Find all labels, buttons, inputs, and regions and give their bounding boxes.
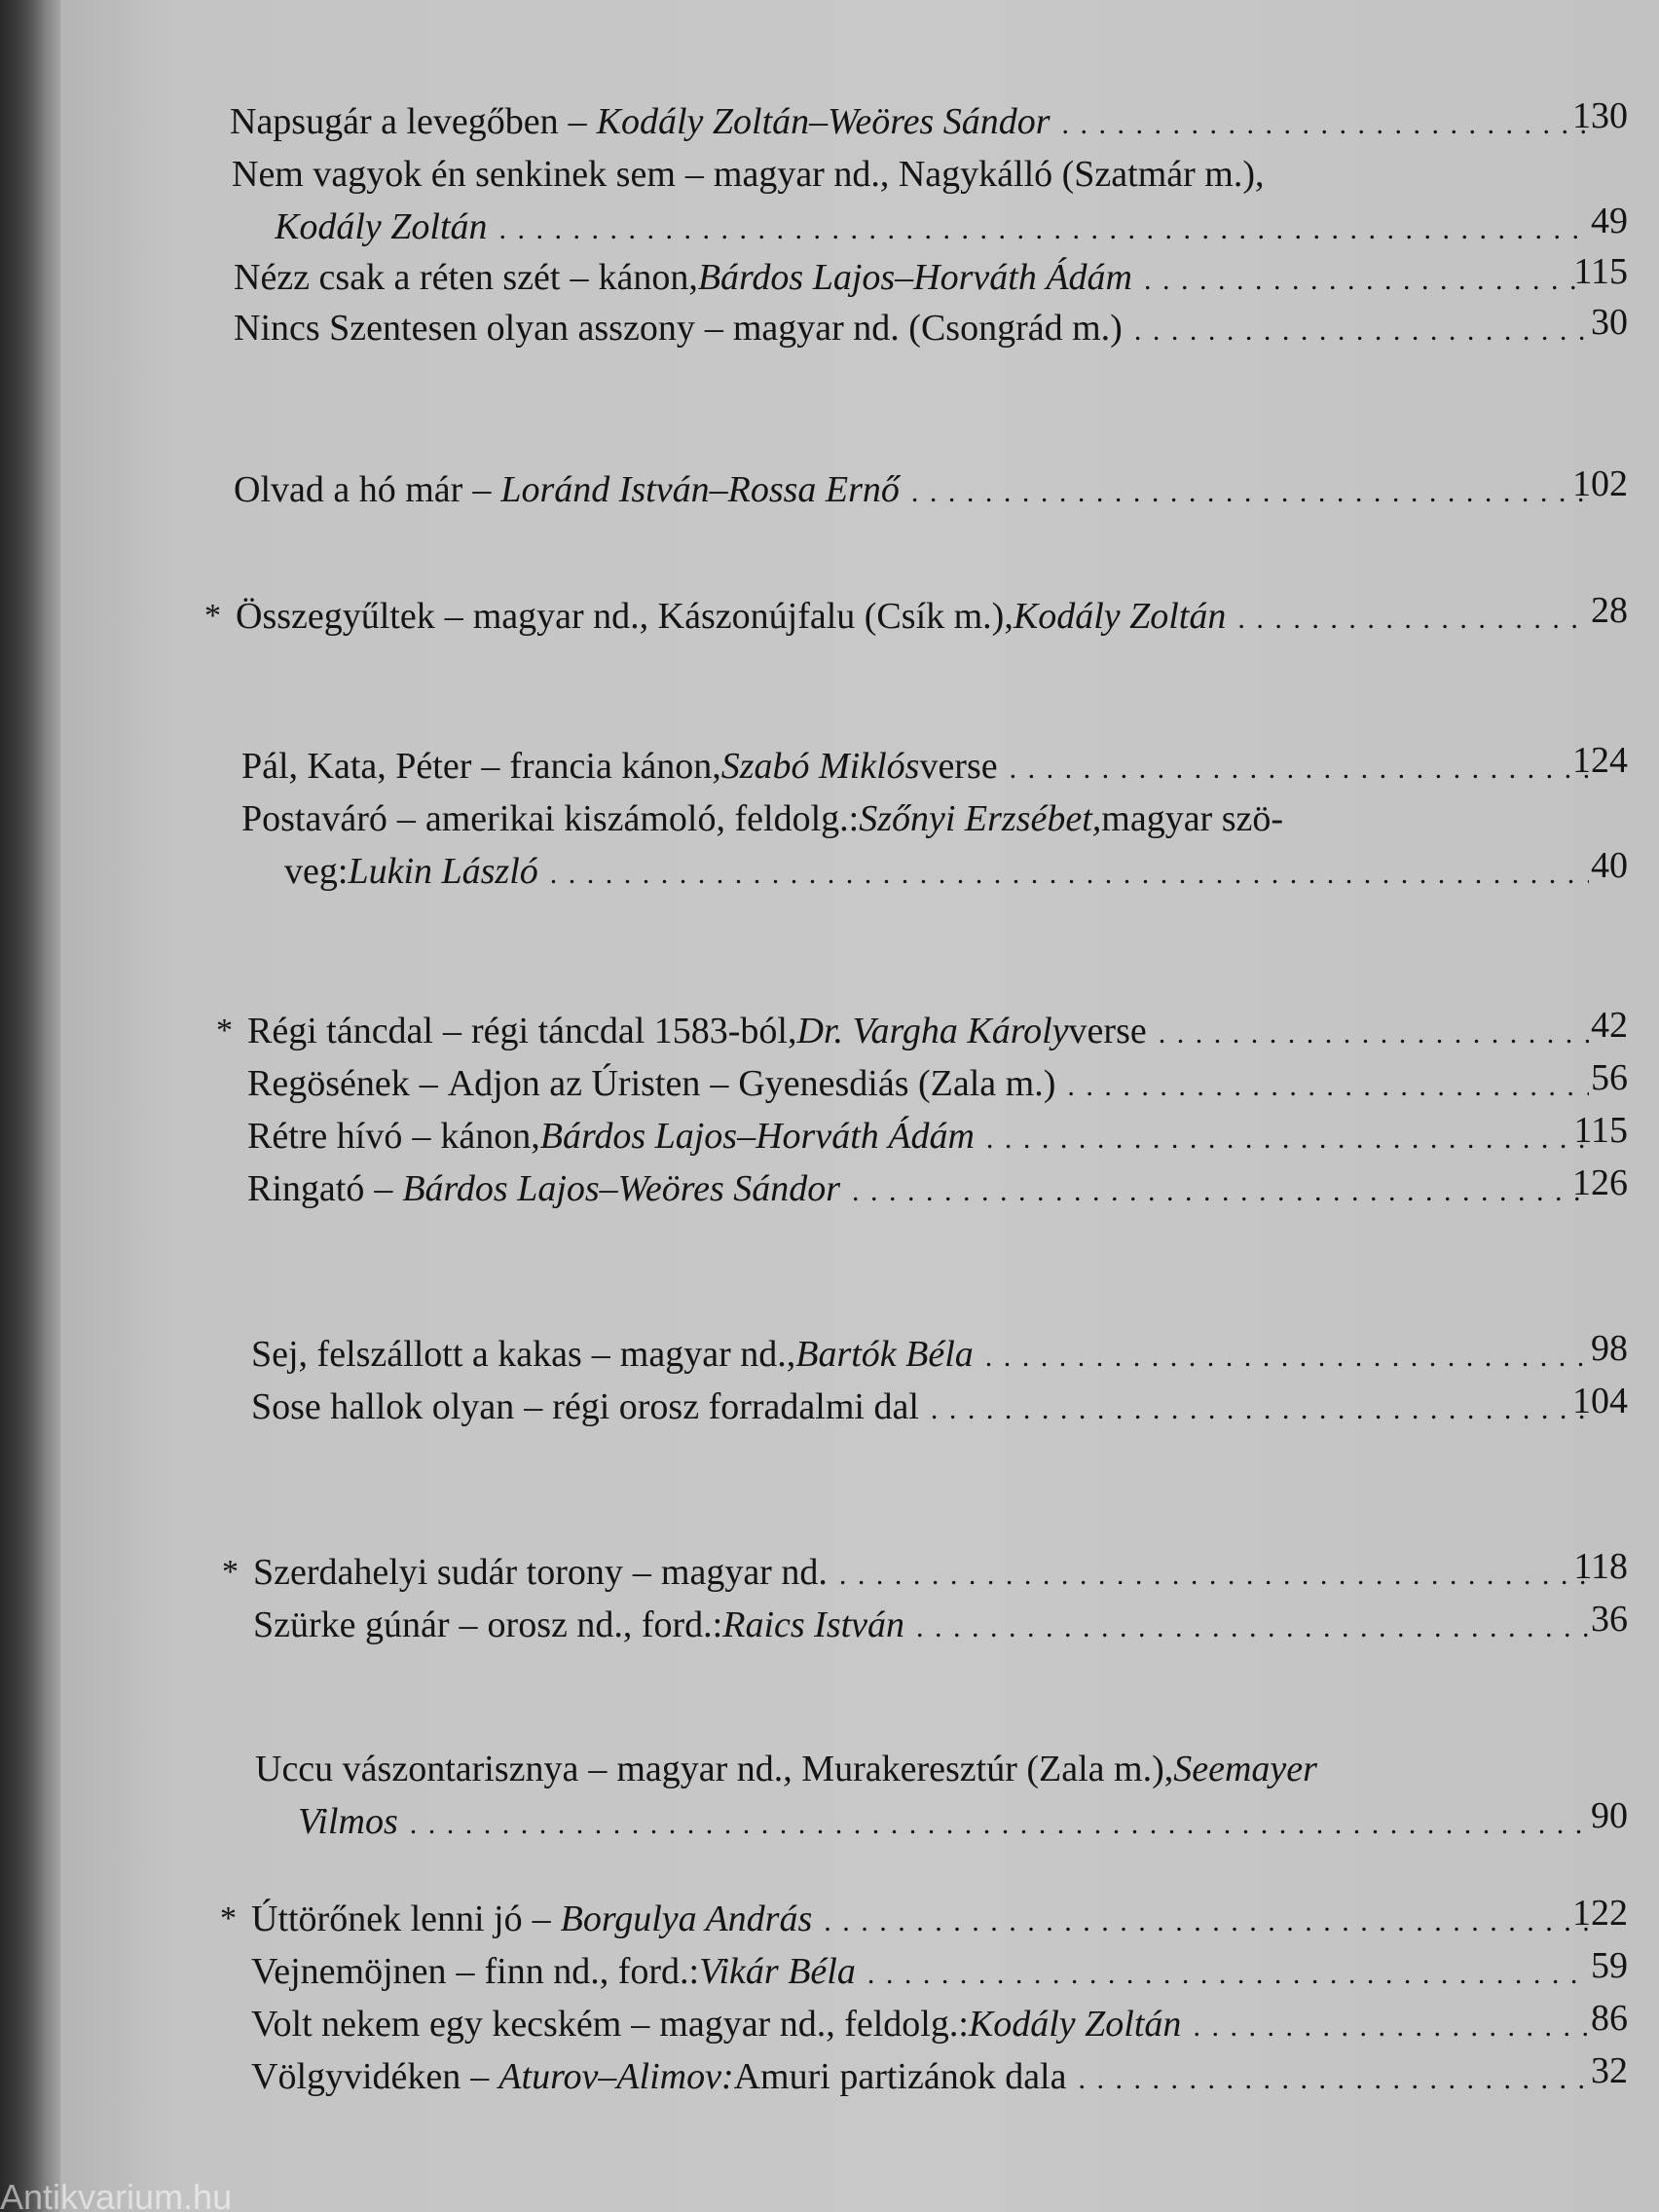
page-number: 32 [1591, 2050, 1628, 2091]
entry-line [251, 1381, 1589, 1433]
entry-description: magyar nd., Kászonújfalu (Csík m.), [472, 596, 1014, 637]
dot-leader [410, 1795, 1589, 1848]
page-number: 98 [1591, 1328, 1628, 1369]
page-number: 115 [1573, 251, 1628, 292]
page-number: 115 [1573, 1110, 1628, 1151]
entry-author: Szabó Miklós [720, 746, 920, 787]
watermark-text: Antikvarium.hu [0, 2183, 233, 2212]
entry-description: magyar nd., feldolg.: [659, 2004, 969, 2045]
entry-dash: – [710, 1063, 729, 1104]
entry-title: Rétre hívó [247, 1116, 403, 1157]
page-number: 59 [1591, 1945, 1628, 1986]
entry-title: Pál, Kata, Péter [241, 746, 472, 787]
entry-title: Sej, felszállott a kakas [251, 1334, 582, 1375]
entry-line [253, 1546, 1589, 1599]
page-number: 104 [1572, 1381, 1628, 1421]
page-number: 90 [1591, 1795, 1628, 1836]
dot-leader [1067, 1057, 1589, 1110]
entry-line [234, 463, 1589, 516]
entry-author: Bárdos Lajos–Weöres Sándor [402, 1168, 841, 1209]
page-number: 28 [1591, 590, 1628, 631]
entry-line [251, 1328, 1589, 1381]
entry-line [230, 95, 1589, 148]
dot-leader [916, 1599, 1589, 1651]
entry-description: régi táncdal 1583-ból, [470, 1011, 797, 1051]
entry-line [251, 1893, 1589, 1945]
page-number: 126 [1572, 1162, 1628, 1203]
entry-title: Szerdahelyi sudár torony [253, 1552, 623, 1593]
entry-author: Lukin László [348, 851, 538, 892]
entry-dash: – [568, 101, 587, 142]
entry-author: Loránd István–Rossa Ernő [500, 469, 900, 510]
entry-title: Olvad a hó már [234, 469, 463, 510]
entry-dash: – [444, 596, 463, 637]
entry-line [247, 1162, 1589, 1215]
entry-title: veg: [284, 851, 349, 892]
entry-title: Regösének [247, 1063, 410, 1104]
asterisk-marker: * [204, 598, 221, 634]
entry-description: magyar nd. (Csongrád m.) [732, 308, 1123, 349]
entry-author: Bartók Béla [795, 1334, 974, 1375]
entry-dash: – [570, 257, 589, 298]
entry-continuation-line [275, 201, 1589, 253]
entry-author: Borgulya András [560, 1899, 813, 1939]
entry-title: Nem vagyok én senkinek sem [232, 154, 676, 195]
page-number: 122 [1572, 1893, 1628, 1934]
dot-leader [852, 1162, 1589, 1215]
entry-author: Raics István [722, 1604, 905, 1645]
entry-description: orosz nd., ford.: [487, 1604, 723, 1645]
dot-leader [839, 1546, 1589, 1599]
entry-description: amerikai kiszámoló, feldolg.: [424, 798, 860, 839]
asterisk-marker: * [220, 1900, 237, 1936]
entry-description: magyar szö- [1101, 798, 1284, 839]
entry-continuation-line [284, 845, 1589, 898]
entry-author: Kodály Zoltán–Weöres Sándor [596, 101, 1051, 142]
entry-title: Nézz csak a réten szét [234, 257, 561, 298]
dot-leader [550, 845, 1589, 898]
entry-title: Összegyűltek [236, 596, 435, 637]
entry-dash: – [459, 1604, 478, 1645]
page-number: 124 [1572, 740, 1628, 781]
entry-description: verse [1068, 1011, 1147, 1051]
entry-title: Szürke gúnár [253, 1604, 450, 1645]
entry-line [241, 740, 1589, 793]
dot-leader [986, 1110, 1589, 1162]
entry-line [234, 302, 1589, 354]
dot-leader [985, 1328, 1589, 1381]
entry-author: Szőnyi Erzsébet, [859, 798, 1102, 839]
asterisk-marker: * [222, 1554, 239, 1590]
entry-line [236, 590, 1589, 643]
entry-description: kánon, [598, 257, 698, 298]
entry-author: Kodály Zoltán [275, 206, 488, 247]
entry-description: francia kánon, [509, 746, 721, 787]
entry-dash: – [704, 308, 723, 349]
entry-description: verse [919, 746, 998, 787]
entry-author: Bárdos Lajos–Horváth Ádám [697, 257, 1132, 298]
page-number: 40 [1591, 845, 1628, 886]
entry-title: Völgyvidéken [251, 2056, 461, 2097]
dot-leader [911, 463, 1589, 516]
page-number: 42 [1591, 1005, 1628, 1046]
dot-leader [499, 201, 1589, 253]
book-page [60, 0, 1659, 2212]
entry-description: Gyenesdiás (Zala m.) [738, 1063, 1056, 1104]
entry-description: kánon, [440, 1116, 540, 1157]
dot-leader [1062, 95, 1589, 148]
entry-author: Seemayer [1173, 1749, 1317, 1789]
dot-leader [1010, 740, 1589, 793]
entry-dash: – [481, 746, 500, 787]
entry-description: magyar nd., [619, 1334, 796, 1375]
entry-dash: – [684, 154, 704, 195]
page-number: 36 [1591, 1599, 1628, 1640]
entry-dash: – [591, 1334, 610, 1375]
entry-description: finn nd., ford.: [484, 1951, 700, 1992]
page-number: 30 [1591, 302, 1628, 343]
book-spine [0, 0, 60, 2212]
entry-title: Régi táncdal [247, 1011, 433, 1051]
entry-description: Adjon az Úristen [447, 1063, 701, 1104]
entry-title: Nincs Szentesen olyan asszony [234, 308, 695, 349]
dot-leader [867, 1945, 1589, 1998]
entry-author: Kodály Zoltán [968, 2004, 1182, 2045]
entry-title: Postaváró [241, 798, 387, 839]
page-number: 49 [1591, 201, 1628, 241]
entry-dash: – [419, 1063, 438, 1104]
entry-line [247, 1110, 1589, 1162]
entry-line [232, 148, 1638, 201]
entry-description: Amuri partizánok dala [733, 2056, 1067, 2097]
entry-author: Vikár Béla [699, 1951, 856, 1992]
entry-dash: – [470, 2056, 490, 2097]
entry-author: Kodály Zoltán [1013, 596, 1227, 637]
entry-title: Ringató [247, 1168, 365, 1209]
entry-line [251, 1998, 1589, 2050]
dot-leader [1078, 2050, 1589, 2103]
entry-description: magyar nd., Nagykálló (Szatmár m.), [713, 154, 1265, 195]
entry-continuation-line [298, 1795, 1589, 1848]
entry-dash: – [632, 1552, 651, 1593]
entry-title: Napsugár a levegőben [230, 101, 559, 142]
entry-title: Sose hallok olyan [251, 1386, 515, 1427]
entry-dash: – [588, 1749, 608, 1789]
asterisk-marker: * [216, 1013, 233, 1049]
entry-dash: – [396, 798, 416, 839]
entry-dash: – [524, 1386, 543, 1427]
entry-line [255, 1743, 1638, 1795]
entry-line [247, 1057, 1589, 1110]
entry-line [247, 1005, 1589, 1057]
entry-dash: – [631, 2004, 650, 2045]
entry-line [251, 2050, 1589, 2103]
entry-title: Úttörőnek lenni jó [251, 1899, 523, 1939]
entry-line [234, 251, 1589, 304]
page-number: 86 [1591, 1998, 1628, 2039]
entry-dash: – [532, 1899, 551, 1939]
entry-author: Bárdos Lajos–Horváth Ádám [539, 1116, 975, 1157]
page-number: 118 [1573, 1546, 1628, 1587]
entry-dash: – [374, 1168, 393, 1209]
entry-line [251, 1945, 1589, 1998]
entry-title: Uccu vászontarisznya [255, 1749, 579, 1789]
entry-dash: – [442, 1011, 461, 1051]
entry-title: Vejnemöjnen [251, 1951, 447, 1992]
entry-description: magyar nd. [660, 1552, 828, 1593]
dot-leader [931, 1381, 1589, 1433]
entry-dash: – [472, 469, 492, 510]
entry-title: Volt nekem egy kecském [251, 2004, 622, 2045]
entry-dash: – [412, 1116, 431, 1157]
entry-author: Vilmos [298, 1801, 398, 1842]
entry-description: magyar nd., Murakeresztúr (Zala m.), [616, 1749, 1174, 1789]
page-number: 102 [1572, 463, 1628, 504]
page-number: 56 [1591, 1057, 1628, 1098]
entry-line [253, 1599, 1589, 1651]
entry-author: Aturov–Alimov: [498, 2056, 734, 2097]
entry-description: régi orosz forradalmi dal [552, 1386, 919, 1427]
page-number: 130 [1572, 95, 1628, 136]
entry-dash: – [456, 1951, 475, 1992]
dot-leader [824, 1893, 1589, 1945]
entry-line [241, 793, 1638, 845]
entry-author: Dr. Vargha Károly [796, 1011, 1069, 1051]
